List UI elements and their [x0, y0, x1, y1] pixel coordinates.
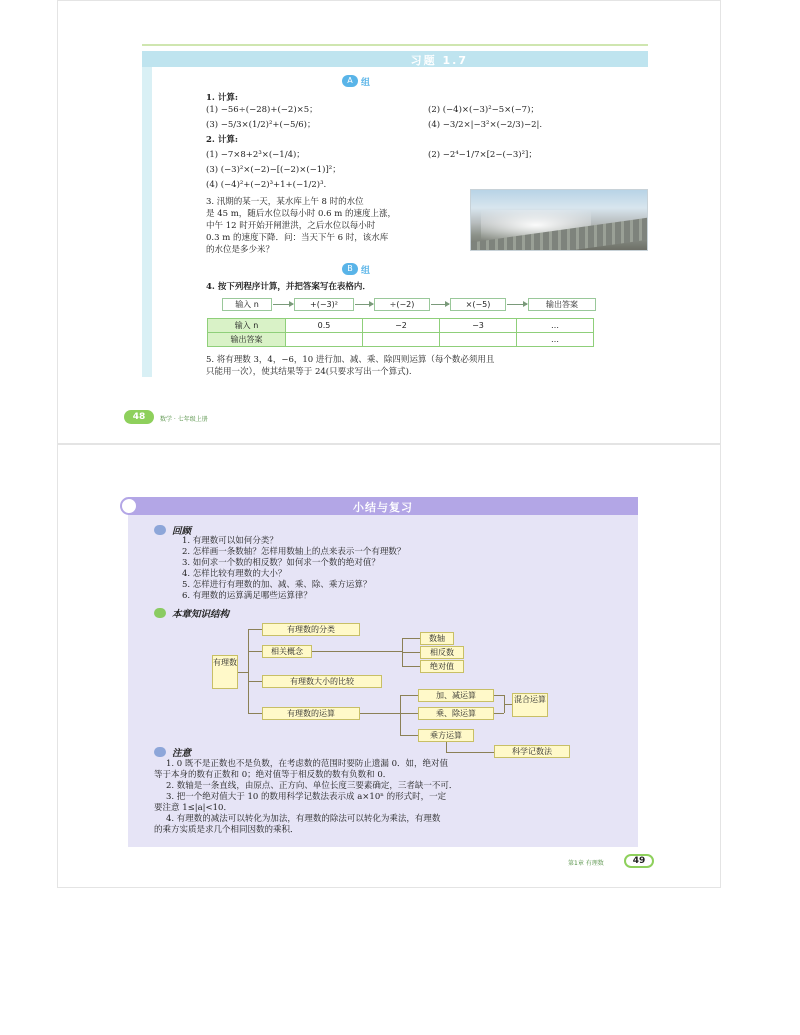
q2-4: (4) (−4)²+(−2)³+1+(−1/2)³. [206, 180, 327, 190]
review-item: 2. 怎样画一条数轴？怎样用数轴上的点来表示一个有理数？ [182, 547, 406, 557]
page-number-48: 48 [124, 410, 154, 424]
connector [248, 651, 262, 652]
review-heading: 回顾 [172, 526, 192, 537]
note-line: 的乘方实质是求几个相同因数的乘积． [154, 825, 299, 835]
q2-1: (1) −7×8+2³×(−1/4)； [206, 150, 305, 160]
connector [238, 672, 248, 673]
structure-icon [154, 608, 166, 618]
q1-2: (2) (−4)×(−3)²−5×(−7)； [428, 105, 539, 115]
node-add-sub: 加、减运算 [418, 689, 494, 702]
page-footer-48: 数学 · 七年级上册 [160, 416, 208, 423]
node-concepts: 相关概念 [262, 645, 312, 658]
table-cell: −2 [363, 319, 440, 333]
q5-line-1: 5. 将有理数 3，4，−6，10 进行加、减、乘、除四则运算（每个数必须用且 [206, 355, 495, 365]
page-number-49: 49 [624, 854, 654, 868]
group-a-badge: A [342, 75, 358, 87]
q3-line-1: 3. 汛期的某一天，某水库上午 8 时的水位 [206, 197, 364, 207]
connector [400, 735, 418, 736]
node-rational-number: 有理数 [212, 655, 238, 689]
connector [400, 695, 418, 696]
note-line: 1. 0 既不是正数也不是负数，在考虑数的范围时要防止遗漏 0．如，绝对值 [166, 759, 449, 769]
q1-heading: 1. 计算: [206, 93, 238, 103]
node-absolute: 绝对值 [420, 660, 464, 673]
connector [248, 713, 262, 714]
q4-heading: 4. 按下列程序计算，并把答案写在表格内． [206, 282, 371, 292]
review-item: 5. 怎样进行有理数的加、减、乘、除、乘方运算？ [182, 580, 372, 590]
note-line: 要注意 1≤|a|<10． [154, 803, 232, 813]
connector [248, 681, 262, 682]
table-cell: −3 [440, 319, 517, 333]
flow-arrow-4 [507, 304, 527, 305]
connector [446, 742, 447, 752]
flow-step-3: ×(−5) [450, 298, 506, 311]
q3-line-5: 的水位是多少米？ [206, 245, 275, 255]
node-classification: 有理数的分类 [262, 623, 360, 636]
connector [402, 638, 420, 639]
connector [494, 695, 504, 696]
table-cell: 输出答案 [208, 333, 286, 347]
group-b-label: 组 [361, 266, 371, 276]
note-icon [154, 747, 166, 757]
dam-photo [470, 189, 648, 251]
connector [446, 752, 494, 753]
q3-line-2: 是 45 m，随后水位以每小时 0.6 m 的速度上涨， [206, 209, 396, 219]
table-row [208, 319, 594, 333]
io-table [207, 318, 594, 347]
q3-line-4: 0.3 m 的速度下降．问：当天下午 6 时，该水库 [206, 233, 389, 243]
table-row [208, 333, 594, 347]
group-b-badge: B [342, 263, 358, 275]
table-cell: … [517, 319, 594, 333]
title-ornament [120, 497, 138, 515]
note-line: 2. 数轴是一条直线，由原点、正方向、单位长度三要素确定，三者缺一不可． [166, 781, 458, 791]
exercise-title-band [142, 51, 648, 67]
flow-step-1: +(−3)² [294, 298, 354, 311]
connector [248, 629, 249, 713]
connector [248, 629, 262, 630]
group-a-label: 组 [361, 78, 371, 88]
flow-arrow-2 [355, 304, 373, 305]
node-power: 乘方运算 [418, 729, 474, 742]
connector [360, 713, 400, 714]
exercise-title: 习题 1.7 [410, 54, 468, 67]
table-cell [286, 333, 363, 347]
node-compare: 有理数大小的比较 [262, 675, 382, 688]
review-item: 1. 有理数可以如何分类？ [182, 536, 278, 546]
flow-step-2: ÷(−2) [374, 298, 430, 311]
q1-1: (1) −56÷(−28)+(−2)×5； [206, 105, 318, 115]
review-item: 4. 怎样比较有理数的大小？ [182, 569, 287, 579]
node-mixed: 混合运算 [512, 693, 548, 717]
connector [402, 666, 420, 667]
connector [400, 713, 418, 714]
flow-input: 输入 n [222, 298, 272, 311]
q2-heading: 2. 计算: [206, 135, 238, 145]
flow-arrow-3 [431, 304, 449, 305]
flow-arrow-1 [273, 304, 293, 305]
node-mul-div: 乘、除运算 [418, 707, 494, 720]
q2-2: (2) −2⁴−1/7×[2−(−3)²]； [428, 150, 537, 160]
note-line: 4. 有理数的减法可以转化为加法，有理数的除法可以转化为乘法，有理数 [166, 814, 441, 824]
table-cell: … [517, 333, 594, 347]
note-heading: 注意 [172, 748, 192, 759]
summary-title-band [128, 497, 638, 515]
connector [312, 651, 402, 652]
review-item: 6. 有理数的运算满足哪些运算律？ [182, 591, 312, 601]
note-line: 等于本身的数有正数和 0；绝对值等于相反数的数有负数和 0． [154, 770, 392, 780]
node-number-line: 数轴 [420, 632, 454, 645]
connector [494, 713, 504, 714]
table-cell: 输入 n [208, 319, 286, 333]
q1-3: (3) −5/3×(1/2)²+(−5/6)； [206, 120, 316, 130]
node-operations: 有理数的运算 [262, 707, 360, 720]
table-cell: 0.5 [286, 319, 363, 333]
connector [504, 704, 512, 705]
q1-4: (4) −3/2×|−3²×(−2/3)−2|. [428, 120, 543, 130]
textbook-page-49 [57, 444, 721, 888]
note-line: 3. 把一个绝对值大于 10 的数用科学记数法表示成 a×10ⁿ 的形式时，一定 [166, 792, 447, 802]
structure-heading: 本章知识结构 [172, 609, 230, 620]
table-cell [363, 333, 440, 347]
q3-line-3: 中午 12 时开始开闸泄洪，之后水位以每小时 [206, 221, 376, 231]
table-cell [440, 333, 517, 347]
q2-3: (3) (−3)²×(−2)−[(−2)×(−1)]²； [206, 165, 341, 175]
textbook-page-48 [57, 0, 721, 444]
review-item: 3. 如何求一个数的相反数？如何求一个数的绝对值？ [182, 558, 380, 568]
top-rule [142, 44, 648, 46]
connector [400, 695, 401, 735]
connector [402, 652, 420, 653]
summary-title: 小结与复习 [353, 501, 413, 514]
flow-output: 输出答案 [528, 298, 596, 311]
page-footer-49: 第1章 有理数 [568, 860, 604, 867]
side-stripe [142, 67, 152, 377]
node-opposite: 相反数 [420, 646, 464, 659]
q5-line-2: 只能用一次），使其结果等于 24(只要求写出一个算式). [206, 367, 412, 377]
review-icon [154, 525, 166, 535]
node-scientific: 科学记数法 [494, 745, 570, 758]
